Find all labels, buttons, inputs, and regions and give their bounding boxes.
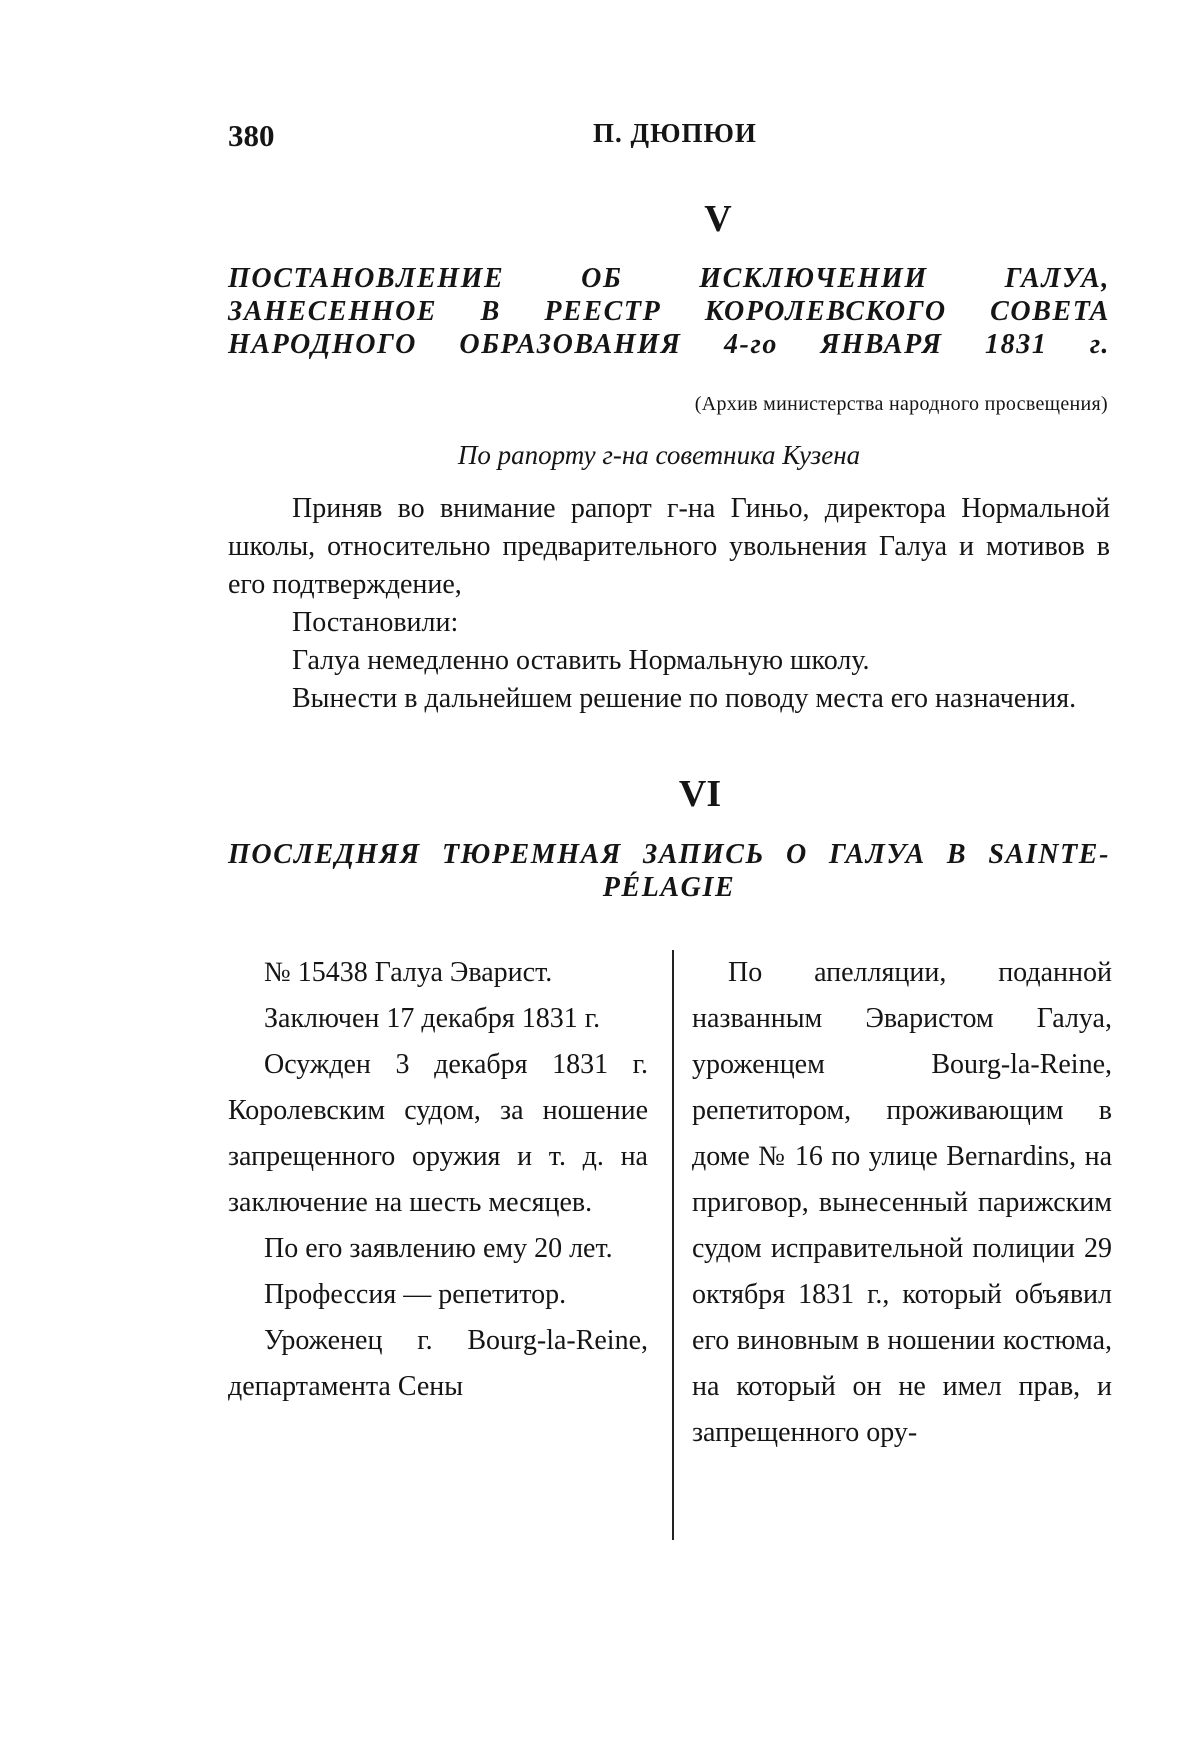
section-v-body: [228, 490, 1110, 718]
right-column: [692, 950, 1112, 1456]
column-paragraph: Профессия — репетитор.: [264, 1279, 567, 1310]
section-title-v: ПОСТАНОВЛЕНИЕ ОБ ИСКЛЮЧЕНИИ ГАЛУА, ЗАНЕСЕННОЕ В РЕЕСТР КОРОЛЕВСКОГО СОВЕТА НАРОДНОГО ОБРАЗОВАНИЯ 4-го ЯНВАРЯ 1831 г.: [228, 263, 1110, 360]
column-paragraph: По апелляции, поданной названным Эваристом Галуа, уроженцем Bourg-la-Reine, репетитором, проживающим в доме № 16 по улице Bernardins, на приговор, вынесенный парижским судом исправительной полиции 29 октября 1831 г., который объявил его виновным в ношении костюма, на который он не имел прав, и запрещенного ору-: [692, 957, 1112, 1448]
column-divider: [672, 950, 674, 1540]
section-numeral-v: V: [704, 198, 732, 240]
paragraph: Постановили:: [292, 607, 459, 638]
page-number: 380: [228, 118, 275, 153]
paragraph: Приняв во внимание рапорт г-на Гиньо, директора Нормальной школы, относительно предварительного увольнения Галуа и мотивов в его подтверждение,: [228, 493, 1110, 600]
paragraph: Галуа немедленно оставить Нормальную школу.: [292, 645, 870, 676]
section-numeral-vi: VI: [678, 773, 722, 815]
left-column: [228, 950, 648, 1410]
column-paragraph: Осужден 3 декабря 1831 г. Королевским судом, за ношение запрещенного оружия и т. д. на заключение на шесть месяцев.: [228, 1049, 648, 1218]
section-title-vi: ПОСЛЕДНЯЯ ТЮРЕМНАЯ ЗАПИСЬ О ГАЛУА В SAINTE-PÉLAGIE: [228, 839, 1110, 903]
column-paragraph: Заключен 17 декабря 1831 г.: [264, 1003, 601, 1034]
rapport-line: По рапорту г-на советника Кузена: [457, 440, 861, 470]
column-paragraph: По его заявлению ему 20 лет.: [264, 1233, 613, 1264]
archive-note: (Архив министерства народного просвещения): [694, 393, 1108, 415]
paragraph: Вынести в дальнейшем решение по поводу места его назначения.: [292, 683, 1077, 714]
column-paragraph: № 15438 Галуа Эварист.: [264, 957, 553, 988]
column-paragraph: Уроженец г. Bourg-la-Reine, департамента Сены: [228, 1325, 648, 1402]
page-header: [228, 118, 1108, 158]
running-head: П. ДЮПЮИ: [593, 118, 757, 148]
